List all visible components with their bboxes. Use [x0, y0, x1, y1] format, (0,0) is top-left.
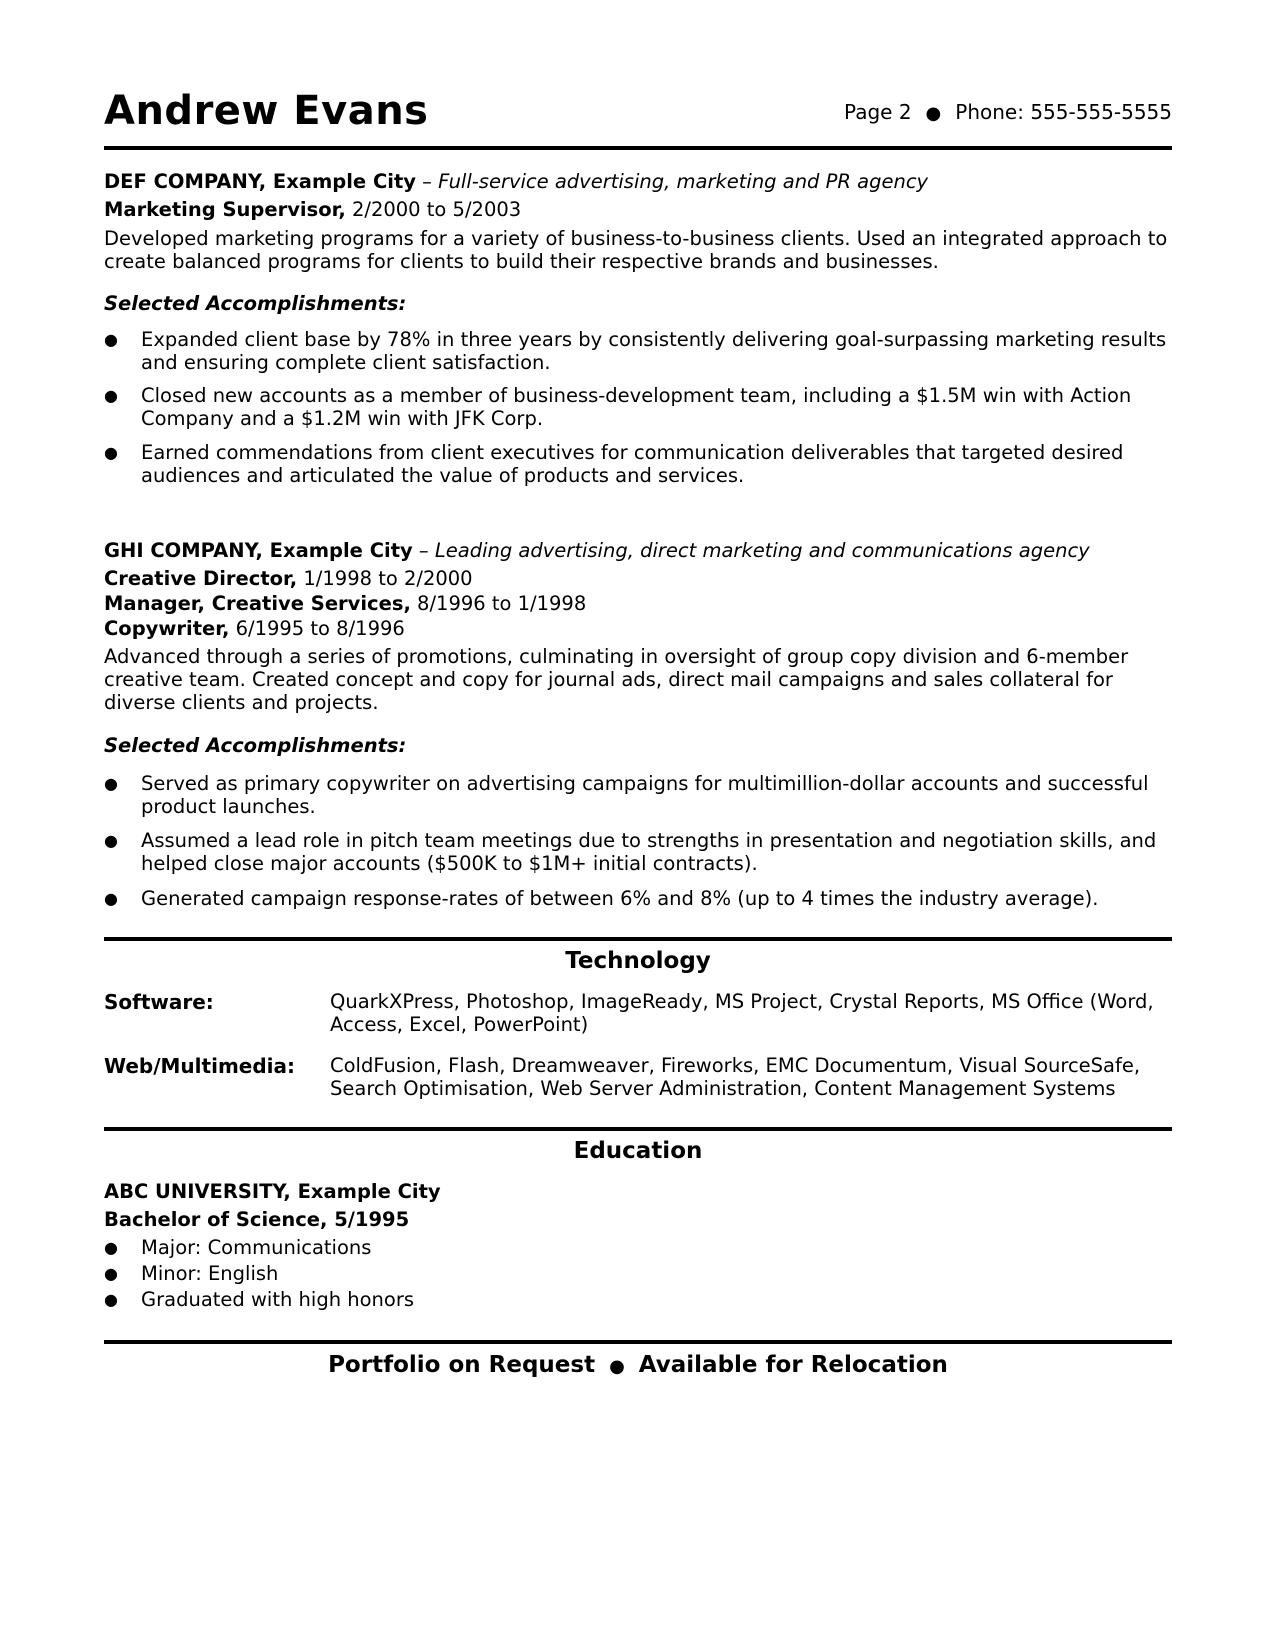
list-item: ● Generated campaign response-rates of between 6% and 8% (up to 4 times the industry average).: [104, 887, 1099, 910]
technology-heading: Technology: [565, 948, 711, 974]
candidate-name: Andrew Evans: [104, 88, 429, 134]
bullet-icon: ●: [104, 774, 118, 793]
job1-company: DEF COMPANY, Example City: [104, 170, 416, 193]
education-rule: [104, 1127, 1172, 1131]
job2-role-line: Manager, Creative Services, 8/1996 to 1/1998: [104, 592, 587, 615]
list-item: ● Served as primary copywriter on advertising campaigns for multimillion-dollar accounts and successful product launches.: [104, 772, 1149, 818]
software-label: Software:: [104, 990, 214, 1014]
education-school: ABC UNIVERSITY, Example City: [104, 1180, 441, 1203]
footer-portfolio: Portfolio on Request: [328, 1352, 596, 1378]
page-phone-line: [844, 100, 1172, 124]
list-item: ● Closed new accounts as a member of business-development team, including a $1.5M win with Action Company and a $1.2M win with JFK Corp.: [104, 384, 1132, 430]
job1-dash: –: [415, 170, 439, 193]
bullet-icon: ●: [104, 889, 118, 908]
education-heading: Education: [573, 1138, 703, 1164]
list-item: ● Assumed a lead role in pitch team meetings due to strengths in presentation and negotiation skills, and helped close major accounts ($500K to $1M+ initial contracts).: [104, 829, 1157, 875]
bullet-icon: ●: [104, 386, 118, 405]
separator-dot: ●: [925, 103, 942, 124]
job1-dates: 2/2000 to 5/2003: [345, 198, 522, 221]
web-multimedia-label: Web/Multimedia:: [104, 1054, 296, 1078]
technology-rule: [104, 937, 1172, 941]
job2-company-line: [104, 539, 1090, 562]
list-item: ● Major: Communications: [104, 1236, 372, 1259]
job1-title: Marketing Supervisor,: [104, 198, 346, 221]
job1-title-line: [104, 198, 521, 221]
bullet-icon: ●: [104, 831, 118, 850]
job2-role-line: Copywriter, 6/1995 to 8/1996: [104, 617, 405, 640]
bullet-icon: ●: [104, 1264, 118, 1283]
job2-dash: –: [412, 539, 435, 562]
footer-line: [104, 1352, 1172, 1378]
footer-rule: [104, 1340, 1172, 1344]
job1-company-line: [104, 170, 928, 193]
bullet-icon: ●: [104, 1290, 118, 1309]
job1-summary: Developed marketing programs for a variety of business-to-business clients. Used an integrated approach to create balanced programs for clients to build their respective brands and businesses.: [104, 227, 1168, 273]
job2-company: GHI COMPANY, Example City: [104, 539, 413, 562]
software-value: QuarkXPress, Photoshop, ImageReady, MS Project, Crystal Reports, MS Office (Word, Access, Excel, PowerPoint): [330, 990, 1154, 1036]
web-multimedia-value: ColdFusion, Flash, Dreamweaver, Fireworks, EMC Documentum, Visual SourceSafe, Search Optimisation, Web Server Administration, Content Management Systems: [330, 1054, 1141, 1100]
footer-relocation: Available for Relocation: [638, 1352, 948, 1378]
list-item: ● Minor: English: [104, 1262, 279, 1285]
job1-accomplishments-heading: Selected Accomplishments:: [104, 292, 407, 315]
list-item: ● Expanded client base by 78% in three years by consistently delivering goal-surpassing marketing results and ensuring complete client satisfaction.: [104, 328, 1167, 374]
list-item: ● Graduated with high honors: [104, 1288, 415, 1311]
job2-summary: Advanced through a series of promotions, culminating in oversight of group copy division and 6-member creative team. Created concept and copy for journal ads, direct mail campaigns and sales collateral for diverse clients and projects.: [104, 645, 1129, 714]
phone-number: Phone: 555-555-5555: [955, 100, 1172, 124]
list-item: ● Earned commendations from client executives for communication deliverables that targeted desired audiences and articulated the value of products and services.: [104, 441, 1124, 487]
bullet-icon: ●: [104, 330, 118, 349]
job2-accomplishments-heading: Selected Accomplishments:: [104, 734, 407, 757]
bullet-icon: ●: [104, 443, 118, 462]
job1-description: Full-service advertising, marketing and PR agency: [438, 170, 929, 193]
job2-description: Leading advertising, direct marketing and communications agency: [434, 539, 1090, 562]
education-degree: Bachelor of Science, 5/1995: [104, 1208, 410, 1231]
header-rule: [104, 146, 1172, 150]
page-number: Page 2: [844, 100, 912, 124]
bullet-icon: ●: [104, 1238, 118, 1257]
separator-dot: ●: [609, 1356, 625, 1377]
job2-role-line: Creative Director, 1/1998 to 2/2000: [104, 567, 473, 590]
